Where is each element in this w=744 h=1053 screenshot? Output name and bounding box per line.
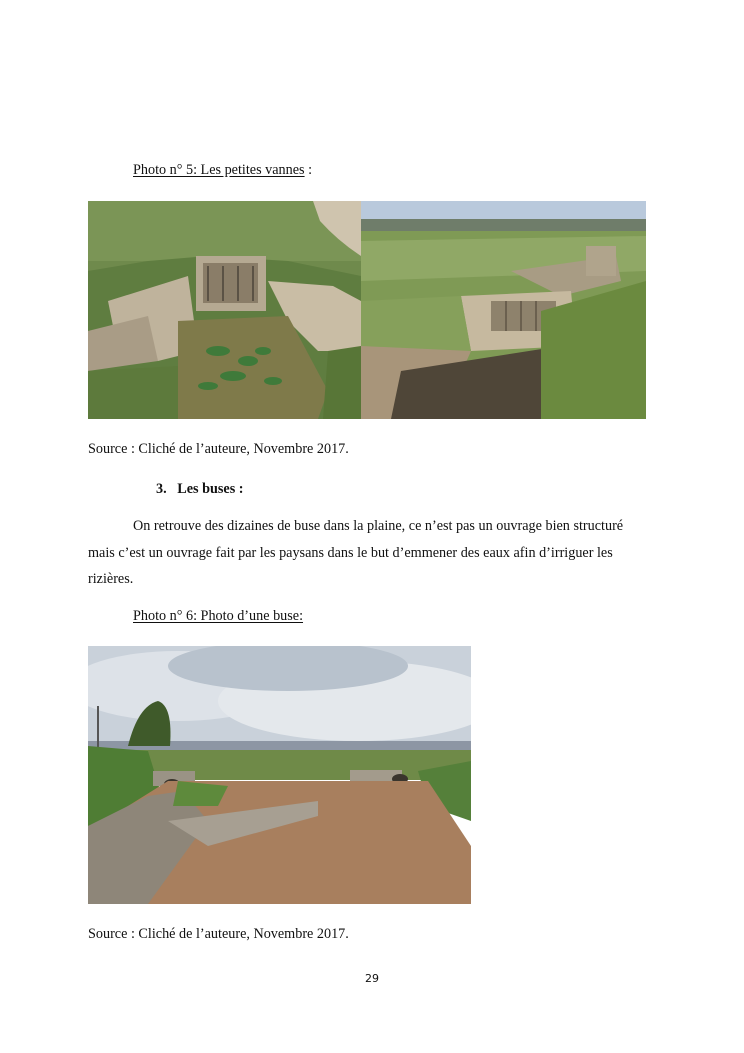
section-title: Les buses :: [177, 481, 244, 497]
section-heading: [156, 480, 244, 498]
section-number: 3.: [156, 481, 167, 497]
photo5-left-image: [88, 201, 361, 419]
photo6-caption: Photo n° 6: Photo d’une buse:: [133, 608, 304, 624]
photo5-caption-suffix: :: [304, 162, 313, 178]
paragraph-line-2: mais c’est un ouvrage fait par les paysans dans le but d’emmener des eaux afin d’irriguer les: [88, 545, 613, 561]
paragraph-line-3: rizières.: [88, 571, 134, 587]
photo5-caption: [133, 161, 312, 179]
photo5-caption-title: Photo n° 5: Les petites vannes: [133, 162, 305, 178]
photo5-source: Source : Cliché de l’auteure, Novembre 2017.: [88, 441, 349, 457]
photo6-image: [88, 646, 471, 904]
photo6-source: Source : Cliché de l’auteure, Novembre 2017.: [88, 926, 349, 942]
photo5-right-image: [361, 201, 646, 419]
page-number: 29: [365, 972, 379, 985]
paragraph-line-1: On retrouve des dizaines de buse dans la plaine, ce n’est pas un ouvrage bien structuré: [133, 518, 624, 534]
